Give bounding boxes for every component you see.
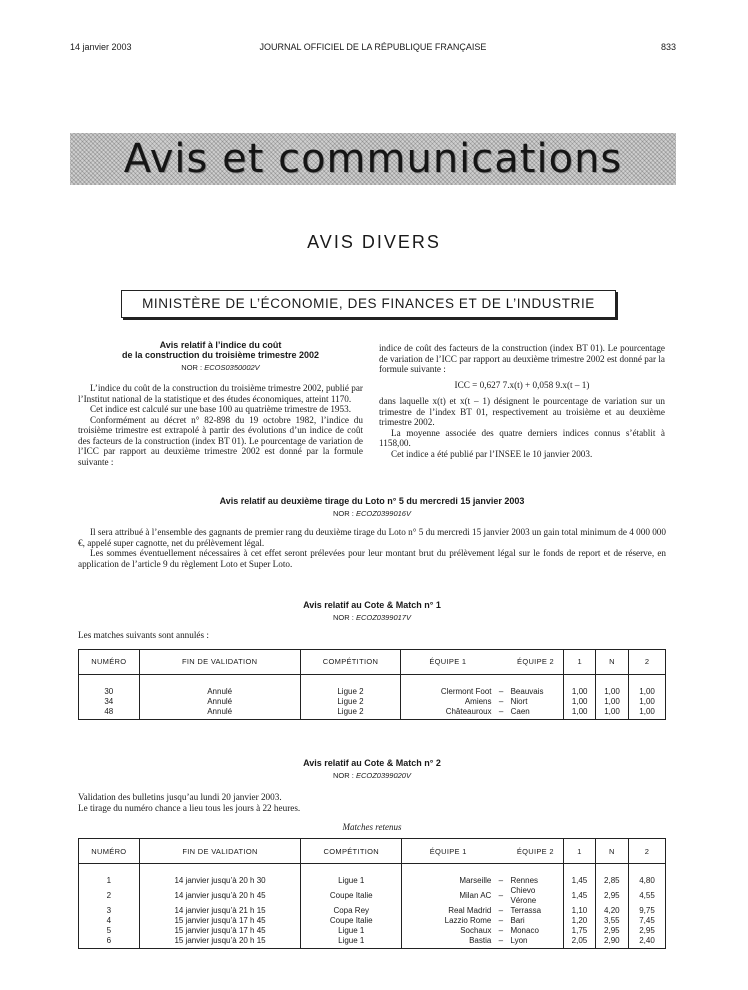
cell-cote-2: 2,95 (628, 926, 665, 936)
cell-competition: Ligue 2 (300, 707, 401, 720)
cell-equipe1: Marseille (402, 876, 495, 886)
cell-dash: – (498, 686, 504, 696)
ministry-box: MINISTÈRE DE L’ÉCONOMIE, DES FINANCES ET DE L’INDUSTRIE (121, 290, 616, 318)
table-spacer-row (79, 864, 666, 877)
banner-title: Avis et communications (123, 136, 623, 182)
avis-cote1-title: Avis relatif au Cote & Match n° 1 (303, 600, 441, 610)
paragraph: Le tirage du numéro chance a lieu tous les jours à 22 heures. (78, 802, 301, 813)
table-row (79, 697, 666, 707)
page-header (70, 42, 676, 56)
avis-icc-title-line2: de la construction du troisième trimestre 2002 (121, 350, 320, 360)
table-row (79, 707, 666, 720)
nor-label: NOR : (181, 363, 203, 372)
spacer-cell (508, 674, 564, 687)
col-numero: NUMÉRO (79, 839, 140, 864)
header-date: 14 janvier 2003 (70, 42, 132, 52)
matches-retenus-subtitle: Matches retenus (342, 822, 402, 832)
cell-equipe2: Caen (508, 707, 564, 720)
avis-cote1-intro: Les matches suivants sont annulés : (78, 630, 209, 640)
cell-fin-validation: 15 janvier jusqu’à 17 h 45 (139, 916, 301, 926)
cell-cote-n: 1,00 (595, 697, 628, 707)
table-row (79, 876, 666, 886)
col-n: N (595, 649, 628, 674)
col-1: 1 (564, 649, 595, 674)
table-header-row (79, 649, 666, 674)
nor-label: NOR : (333, 509, 354, 518)
col-n: N (595, 839, 628, 864)
spacer-cell (628, 864, 665, 877)
cell-dash: – (494, 936, 507, 949)
spacer-cell (301, 864, 402, 877)
cell-cote-n: 1,00 (595, 707, 628, 720)
avis-cote2-nor (78, 771, 666, 780)
cell-numero: 2 (79, 886, 140, 906)
nor-label: NOR : (333, 771, 354, 780)
avis-loto-title: Avis relatif au deuxième tirage du Loto n° 5 du mercredi 15 janvier 2003 (219, 496, 525, 506)
cell-dash: – (498, 696, 504, 706)
cell-cote-n: 2,95 (595, 886, 628, 906)
spacer-cell (494, 864, 507, 877)
col-2: 2 (628, 839, 665, 864)
cell-cote-1: 1,75 (564, 926, 595, 936)
nor-code: ECOZ0399017V (355, 613, 411, 622)
cell-equipe2: Beauvais (508, 687, 564, 697)
cell-dash: – (498, 926, 504, 935)
cell-cote-2: 2,40 (628, 936, 665, 949)
cell-competition: Coupe Italie (301, 916, 402, 926)
nor-code: ECOZ0399016V (355, 509, 411, 518)
cell-numero: 48 (79, 707, 140, 720)
cell-cote-1: 2,05 (564, 936, 595, 949)
table-row (79, 906, 666, 916)
col-1: 1 (564, 839, 595, 864)
cell-cote-2: 1,00 (629, 707, 666, 720)
cell-equipe2: Terrassa (507, 906, 563, 916)
cell-competition: Ligue 2 (300, 697, 401, 707)
cell-competition: Ligue 1 (301, 936, 402, 949)
col-equipe1: ÉQUIPE 1 (402, 839, 495, 864)
col-fin-validation: FIN DE VALIDATION (139, 839, 301, 864)
avis-cote1-nor (78, 613, 666, 622)
cell-numero: 5 (79, 926, 140, 936)
cell-cote-2: 4,80 (628, 876, 665, 886)
cell-cote-n: 3,55 (595, 916, 628, 926)
cell-cote-2: 1,00 (629, 687, 666, 697)
cell-equipe1: Clermont Foot (401, 687, 495, 697)
cell-cote-2: 7,45 (628, 916, 665, 926)
cell-equipe1: Real Madrid (402, 906, 495, 916)
spacer-cell (300, 674, 401, 687)
avis-cote2-title: Avis relatif au Cote & Match n° 2 (303, 758, 441, 768)
section-title: AVIS DIVERS (307, 232, 441, 252)
spacer-cell (401, 674, 495, 687)
cell-equipe1: Amiens (401, 697, 495, 707)
paragraph: dans laquelle x(t) et x(t – 1) désignent le pourcentage de variation sur un trimestre de l’index BT 01, respectivement au troisième et au deuxième trimestre 2002. (379, 396, 665, 427)
cell-dash: – (498, 891, 504, 900)
spacer-cell (139, 674, 300, 687)
cell-cote-n: 1,00 (595, 687, 628, 697)
avis-icc-text-left (78, 383, 363, 467)
table-row (79, 936, 666, 949)
journal-title: JOURNAL OFFICIEL DE LA RÉPUBLIQUE FRANÇAISE (259, 42, 487, 52)
cote1-table (78, 649, 666, 720)
cell-fin-validation: Annulé (139, 687, 300, 697)
col-equipe2: ÉQUIPE 2 (507, 839, 563, 864)
section-banner (70, 133, 676, 185)
cell-cote-2: 1,00 (629, 697, 666, 707)
avis-loto-text (78, 527, 666, 569)
cell-equipe1: Milan AC (402, 886, 495, 906)
cell-cote-1: 1,45 (564, 886, 595, 906)
cell-fin-validation: 14 janvier jusqu’à 20 h 45 (139, 886, 301, 906)
paragraph: Validation des bulletins jusqu’au lundi 20 janvier 2003. (78, 792, 282, 802)
cell-competition: Ligue 1 (301, 876, 402, 886)
cote2-table (78, 838, 666, 949)
cell-cote-n: 2,85 (595, 876, 628, 886)
cell-fin-validation: Annulé (139, 707, 300, 720)
paragraph-continuation: indice de coût des facteurs de la construction (index BT 01). Le pourcentage de variation de l’ICC par rapport au deuxième trimestre 2002 est donné par la formule suivante : (379, 343, 665, 374)
cell-cote-2: 4,55 (628, 886, 665, 906)
cell-dash: – (498, 906, 504, 915)
cell-dash: – (498, 916, 504, 925)
avis-loto-nor (78, 509, 666, 518)
col-separator (494, 839, 507, 864)
cote2-table-body (79, 864, 666, 949)
avis-cote2-text (78, 792, 666, 813)
cell-numero: 1 (79, 876, 140, 886)
nor-code: ECOZ0399020V (355, 771, 411, 780)
cell-equipe2: Monaco (507, 926, 563, 936)
avis-cote-match-1 (78, 600, 666, 720)
paragraph: Les sommes éventuellement nécessaires à cet effet seront prélevées pour leur montant brut du prélèvement légal sur le fonds de report et de réserve, en application de l’article 9 du règlement Loto et Super Loto. (78, 548, 666, 569)
cell-cote-1: 1,20 (564, 916, 595, 926)
avis-icc-left-column (78, 340, 363, 467)
spacer-cell (79, 864, 140, 877)
cell-equipe1: Bastia (402, 936, 495, 949)
cell-equipe1: Châteauroux (401, 707, 495, 720)
cell-cote-n: 2,95 (595, 926, 628, 936)
icc-formula: ICC = 0,627 7.x(t) + 0,058 9.x(t – 1) (454, 379, 590, 390)
col-competition: COMPÉTITION (300, 649, 401, 674)
col-competition: COMPÉTITION (301, 839, 402, 864)
cell-equipe1: Lazzio Rome (402, 916, 495, 926)
paragraph: Il sera attribué à l’ensemble des gagnants de premier rang du deuxième tirage du Loto n° 5 du mercredi 15 janvier 2003 un gain total minimum de 4 000 000 €, appelé super cagnotte, net du prélèvement légal. (78, 527, 666, 548)
cell-fin-validation: 14 janvier jusqu’à 20 h 30 (139, 876, 301, 886)
cell-cote-2: 9,75 (628, 906, 665, 916)
cell-cote-1: 1,45 (564, 876, 595, 886)
cell-cote-1: 1,00 (564, 707, 595, 720)
cell-cote-1: 1,00 (564, 697, 595, 707)
avis-icc-nor (78, 363, 363, 372)
paragraph: Cet indice est calculé sur une base 100 au quatrième trimestre de 1953. (90, 404, 351, 414)
cote1-table-body (79, 674, 666, 719)
table-header-row (79, 839, 666, 864)
table-row (79, 926, 666, 936)
cell-competition: Ligue 1 (301, 926, 402, 936)
cell-equipe2: Lyon (507, 936, 563, 949)
paragraph: Conformément au décret n° 82-898 du 19 octobre 1982, l’indice du troisième trimestre est extrapolé à partir des évolutions d’un indice de coût des facteurs de la construction (index BT 01). Le pourcentage de variation de l’ICC par rapport au deuxième trimestre 2002 est donné par la formule suivante : (78, 414, 363, 467)
nor-code: ECOS0350002V (204, 363, 260, 372)
col-2: 2 (629, 649, 666, 674)
avis-icc-text-right (379, 343, 665, 459)
col-separator (495, 649, 508, 674)
spacer-cell (139, 864, 301, 877)
spacer-cell (629, 674, 666, 687)
spacer-cell (495, 674, 508, 687)
cell-equipe2: Niort (508, 697, 564, 707)
cell-numero: 6 (79, 936, 140, 949)
paragraph: L’indice du coût de la construction du troisième trimestre 2002, publié par l’Institut national de la statistique et des études économiques, atteint 1170. (78, 383, 363, 404)
page-number: 833 (660, 42, 676, 52)
cell-numero: 4 (79, 916, 140, 926)
cell-fin-validation: 15 janvier jusqu’à 20 h 15 (139, 936, 301, 949)
cell-competition: Copa Rey (301, 906, 402, 916)
spacer-cell (564, 674, 595, 687)
cell-numero: 34 (79, 697, 140, 707)
spacer-cell (402, 864, 495, 877)
cell-cote-n: 2,90 (595, 936, 628, 949)
table-spacer-row (79, 674, 666, 687)
cell-fin-validation: 14 janvier jusqu’à 21 h 15 (139, 906, 301, 916)
cell-equipe2: Chievo Vérone (507, 886, 563, 906)
spacer-cell (595, 674, 628, 687)
col-equipe1: ÉQUIPE 1 (401, 649, 495, 674)
avis-cote-match-2 (78, 758, 666, 949)
table-row (79, 886, 666, 906)
avis-icc-right-column (379, 343, 665, 459)
cell-fin-validation: Annulé (139, 697, 300, 707)
cell-numero: 3 (79, 906, 140, 916)
spacer-cell (507, 864, 563, 877)
cell-cote-1: 1,00 (564, 687, 595, 697)
cell-cote-n: 4,20 (595, 906, 628, 916)
cell-cote-1: 1,10 (564, 906, 595, 916)
table-row (79, 916, 666, 926)
col-fin-validation: FIN DE VALIDATION (139, 649, 300, 674)
cell-fin-validation: 15 janvier jusqu’à 17 h 45 (139, 926, 301, 936)
cell-equipe2: Bari (507, 916, 563, 926)
spacer-cell (595, 864, 628, 877)
cell-equipe2: Rennes (507, 876, 563, 886)
spacer-cell (564, 864, 595, 877)
avis-loto (78, 496, 666, 569)
cell-competition: Coupe Italie (301, 886, 402, 906)
paragraph: Cet indice a été publié par l’INSEE le 10 janvier 2003. (391, 448, 593, 459)
avis-icc-title-line1: Avis relatif à l’indice du coût (159, 340, 282, 350)
table-row (79, 687, 666, 697)
paragraph: La moyenne associée des quatre derniers indices connus s’établit à 1158,00. (379, 427, 665, 448)
col-numero: NUMÉRO (79, 649, 140, 674)
cell-equipe1: Sochaux (402, 926, 495, 936)
cell-competition: Ligue 2 (300, 687, 401, 697)
nor-label: NOR : (333, 613, 354, 622)
col-equipe2: ÉQUIPE 2 (508, 649, 564, 674)
spacer-cell (79, 674, 140, 687)
cell-dash: – (498, 876, 504, 885)
cell-dash: – (495, 707, 508, 720)
cell-numero: 30 (79, 687, 140, 697)
